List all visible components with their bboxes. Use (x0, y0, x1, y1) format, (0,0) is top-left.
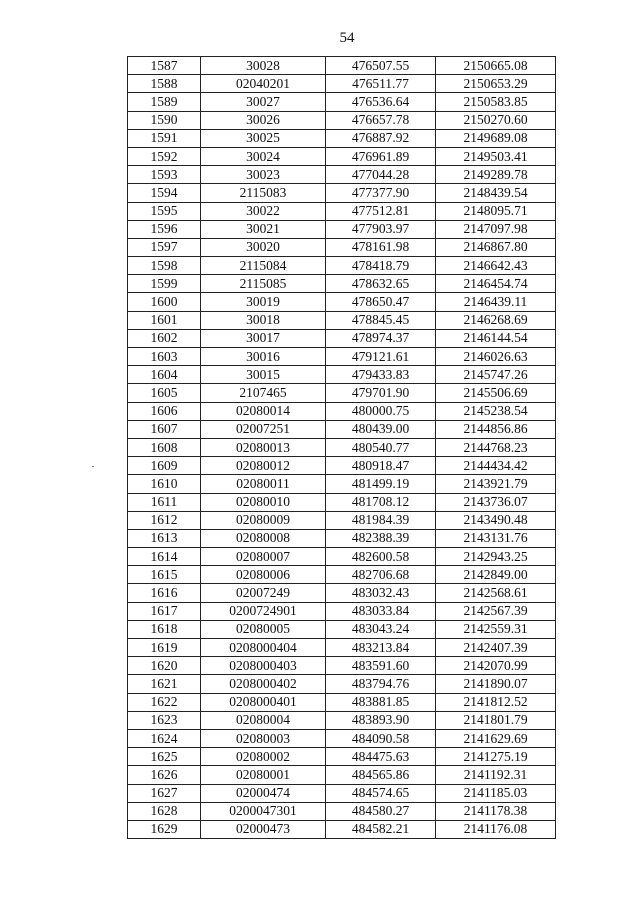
point-number-cell: 1625 (128, 748, 201, 766)
point-number-cell: 1621 (128, 675, 201, 693)
point-number-cell: 1591 (128, 129, 201, 147)
y-coordinate-cell: 2141801.79 (436, 711, 556, 729)
table-row (128, 129, 556, 147)
table-row (128, 675, 556, 693)
y-coordinate-cell: 2143490.48 (436, 511, 556, 529)
x-coordinate-cell: 480540.77 (326, 438, 436, 456)
point-number-cell: 1616 (128, 584, 201, 602)
table-row (128, 566, 556, 584)
y-coordinate-cell: 2146439.11 (436, 293, 556, 311)
y-coordinate-cell: 2144856.86 (436, 420, 556, 438)
coordinates-table (127, 56, 556, 839)
coordinates-table-body (128, 57, 556, 839)
point-number-cell: 1600 (128, 293, 201, 311)
point-number-cell: 1589 (128, 93, 201, 111)
x-coordinate-cell: 478650.47 (326, 293, 436, 311)
point-number-cell: 1610 (128, 475, 201, 493)
x-coordinate-cell: 480000.75 (326, 402, 436, 420)
table-row (128, 602, 556, 620)
table-row (128, 748, 556, 766)
x-coordinate-cell: 477044.28 (326, 166, 436, 184)
table-row (128, 620, 556, 638)
margin-mark (92, 466, 94, 467)
y-coordinate-cell: 2149289.78 (436, 166, 556, 184)
point-number-cell: 1622 (128, 693, 201, 711)
x-coordinate-cell: 479701.90 (326, 384, 436, 402)
x-coordinate-cell: 476507.55 (326, 57, 436, 75)
point-code-cell: 02080012 (201, 457, 326, 475)
y-coordinate-cell: 2141275.19 (436, 748, 556, 766)
table-row (128, 639, 556, 657)
x-coordinate-cell: 484565.86 (326, 766, 436, 784)
point-number-cell: 1587 (128, 57, 201, 75)
point-number-cell: 1607 (128, 420, 201, 438)
y-coordinate-cell: 2143131.76 (436, 529, 556, 547)
point-code-cell: 30023 (201, 166, 326, 184)
x-coordinate-cell: 484580.27 (326, 802, 436, 820)
x-coordinate-cell: 478632.65 (326, 275, 436, 293)
table-row (128, 57, 556, 75)
x-coordinate-cell: 481984.39 (326, 511, 436, 529)
point-number-cell: 1619 (128, 639, 201, 657)
table-row (128, 111, 556, 129)
point-code-cell: 02040201 (201, 75, 326, 93)
point-code-cell: 0208000401 (201, 693, 326, 711)
y-coordinate-cell: 2142943.25 (436, 548, 556, 566)
point-number-cell: 1624 (128, 729, 201, 747)
y-coordinate-cell: 2145238.54 (436, 402, 556, 420)
point-code-cell: 30015 (201, 366, 326, 384)
table-row (128, 293, 556, 311)
x-coordinate-cell: 477377.90 (326, 184, 436, 202)
y-coordinate-cell: 2141192.31 (436, 766, 556, 784)
y-coordinate-cell: 2141812.52 (436, 693, 556, 711)
table-row (128, 657, 556, 675)
page-number: 54 (339, 30, 355, 46)
table-row (128, 257, 556, 275)
x-coordinate-cell: 480439.00 (326, 420, 436, 438)
point-number-cell: 1612 (128, 511, 201, 529)
point-code-cell: 30020 (201, 238, 326, 256)
point-code-cell: 30027 (201, 93, 326, 111)
point-number-cell: 1593 (128, 166, 201, 184)
y-coordinate-cell: 2145747.26 (436, 366, 556, 384)
table-row (128, 93, 556, 111)
y-coordinate-cell: 2146642.43 (436, 257, 556, 275)
x-coordinate-cell: 478845.45 (326, 311, 436, 329)
point-number-cell: 1602 (128, 329, 201, 347)
point-code-cell: 0208000404 (201, 639, 326, 657)
table-row (128, 75, 556, 93)
point-code-cell: 30018 (201, 311, 326, 329)
point-number-cell: 1614 (128, 548, 201, 566)
x-coordinate-cell: 476657.78 (326, 111, 436, 129)
y-coordinate-cell: 2141178.38 (436, 802, 556, 820)
table-row (128, 184, 556, 202)
y-coordinate-cell: 2144434.42 (436, 457, 556, 475)
table-row (128, 220, 556, 238)
point-number-cell: 1611 (128, 493, 201, 511)
y-coordinate-cell: 2144768.23 (436, 438, 556, 456)
table-row (128, 693, 556, 711)
table-row (128, 766, 556, 784)
y-coordinate-cell: 2143921.79 (436, 475, 556, 493)
y-coordinate-cell: 2142849.00 (436, 566, 556, 584)
y-coordinate-cell: 2146867.80 (436, 238, 556, 256)
point-number-cell: 1629 (128, 820, 201, 838)
point-number-cell: 1590 (128, 111, 201, 129)
table-row (128, 802, 556, 820)
point-code-cell: 0208000403 (201, 657, 326, 675)
point-number-cell: 1608 (128, 438, 201, 456)
point-code-cell: 02080003 (201, 729, 326, 747)
y-coordinate-cell: 2141890.07 (436, 675, 556, 693)
y-coordinate-cell: 2146144.54 (436, 329, 556, 347)
x-coordinate-cell: 482600.58 (326, 548, 436, 566)
table-row (128, 529, 556, 547)
point-number-cell: 1588 (128, 75, 201, 93)
point-code-cell: 02080011 (201, 475, 326, 493)
point-code-cell: 02007249 (201, 584, 326, 602)
table-row (128, 311, 556, 329)
point-number-cell: 1605 (128, 384, 201, 402)
point-number-cell: 1594 (128, 184, 201, 202)
x-coordinate-cell: 484582.21 (326, 820, 436, 838)
x-coordinate-cell: 483213.84 (326, 639, 436, 657)
table-row (128, 202, 556, 220)
point-number-cell: 1618 (128, 620, 201, 638)
table-row (128, 166, 556, 184)
y-coordinate-cell: 2146026.63 (436, 348, 556, 366)
point-code-cell: 02080009 (201, 511, 326, 529)
point-number-cell: 1617 (128, 602, 201, 620)
point-code-cell: 0200724901 (201, 602, 326, 620)
y-coordinate-cell: 2142559.31 (436, 620, 556, 638)
point-code-cell: 30017 (201, 329, 326, 347)
point-number-cell: 1601 (128, 311, 201, 329)
table-row (128, 475, 556, 493)
x-coordinate-cell: 476536.64 (326, 93, 436, 111)
y-coordinate-cell: 2141629.69 (436, 729, 556, 747)
point-code-cell: 2115084 (201, 257, 326, 275)
table-row (128, 457, 556, 475)
y-coordinate-cell: 2146268.69 (436, 311, 556, 329)
table-row (128, 584, 556, 602)
y-coordinate-cell: 2147097.98 (436, 220, 556, 238)
point-code-cell: 30016 (201, 348, 326, 366)
y-coordinate-cell: 2141176.08 (436, 820, 556, 838)
y-coordinate-cell: 2145506.69 (436, 384, 556, 402)
point-code-cell: 02080004 (201, 711, 326, 729)
point-code-cell: 02080005 (201, 620, 326, 638)
y-coordinate-cell: 2141185.03 (436, 784, 556, 802)
point-code-cell: 02080002 (201, 748, 326, 766)
y-coordinate-cell: 2150270.60 (436, 111, 556, 129)
table-row (128, 711, 556, 729)
y-coordinate-cell: 2149689.08 (436, 129, 556, 147)
y-coordinate-cell: 2148095.71 (436, 202, 556, 220)
point-code-cell: 30021 (201, 220, 326, 238)
table-row (128, 402, 556, 420)
point-code-cell: 02007251 (201, 420, 326, 438)
point-code-cell: 2115083 (201, 184, 326, 202)
table-row (128, 493, 556, 511)
x-coordinate-cell: 479433.83 (326, 366, 436, 384)
x-coordinate-cell: 483881.85 (326, 693, 436, 711)
y-coordinate-cell: 2150583.85 (436, 93, 556, 111)
y-coordinate-cell: 2146454.74 (436, 275, 556, 293)
table-row (128, 384, 556, 402)
x-coordinate-cell: 483033.84 (326, 602, 436, 620)
y-coordinate-cell: 2142070.99 (436, 657, 556, 675)
x-coordinate-cell: 483893.90 (326, 711, 436, 729)
table-row (128, 729, 556, 747)
point-number-cell: 1613 (128, 529, 201, 547)
point-code-cell: 02000473 (201, 820, 326, 838)
y-coordinate-cell: 2150653.29 (436, 75, 556, 93)
table-row (128, 548, 556, 566)
y-coordinate-cell: 2142567.39 (436, 602, 556, 620)
point-number-cell: 1598 (128, 257, 201, 275)
x-coordinate-cell: 476511.77 (326, 75, 436, 93)
x-coordinate-cell: 477512.81 (326, 202, 436, 220)
point-code-cell: 30028 (201, 57, 326, 75)
table-row (128, 147, 556, 165)
y-coordinate-cell: 2149503.41 (436, 147, 556, 165)
x-coordinate-cell: 478161.98 (326, 238, 436, 256)
x-coordinate-cell: 482388.39 (326, 529, 436, 547)
point-number-cell: 1595 (128, 202, 201, 220)
point-code-cell: 30019 (201, 293, 326, 311)
x-coordinate-cell: 483032.43 (326, 584, 436, 602)
point-code-cell: 02080007 (201, 548, 326, 566)
x-coordinate-cell: 476961.89 (326, 147, 436, 165)
point-number-cell: 1596 (128, 220, 201, 238)
y-coordinate-cell: 2150665.08 (436, 57, 556, 75)
point-number-cell: 1615 (128, 566, 201, 584)
x-coordinate-cell: 479121.61 (326, 348, 436, 366)
x-coordinate-cell: 478974.37 (326, 329, 436, 347)
point-code-cell: 02080001 (201, 766, 326, 784)
point-code-cell: 02080010 (201, 493, 326, 511)
point-number-cell: 1620 (128, 657, 201, 675)
point-number-cell: 1606 (128, 402, 201, 420)
table-row (128, 820, 556, 838)
point-code-cell: 30022 (201, 202, 326, 220)
point-code-cell: 02080014 (201, 402, 326, 420)
x-coordinate-cell: 483591.60 (326, 657, 436, 675)
x-coordinate-cell: 484475.63 (326, 748, 436, 766)
x-coordinate-cell: 481499.19 (326, 475, 436, 493)
point-number-cell: 1604 (128, 366, 201, 384)
y-coordinate-cell: 2142407.39 (436, 639, 556, 657)
point-code-cell: 0208000402 (201, 675, 326, 693)
point-code-cell: 02000474 (201, 784, 326, 802)
point-code-cell: 02080008 (201, 529, 326, 547)
x-coordinate-cell: 476887.92 (326, 129, 436, 147)
point-number-cell: 1626 (128, 766, 201, 784)
x-coordinate-cell: 483794.76 (326, 675, 436, 693)
point-code-cell: 2107465 (201, 384, 326, 402)
x-coordinate-cell: 477903.97 (326, 220, 436, 238)
point-code-cell: 02080013 (201, 438, 326, 456)
x-coordinate-cell: 484574.65 (326, 784, 436, 802)
point-number-cell: 1627 (128, 784, 201, 802)
y-coordinate-cell: 2142568.61 (436, 584, 556, 602)
point-number-cell: 1628 (128, 802, 201, 820)
x-coordinate-cell: 480918.47 (326, 457, 436, 475)
point-code-cell: 30025 (201, 129, 326, 147)
table-row (128, 511, 556, 529)
point-number-cell: 1592 (128, 147, 201, 165)
x-coordinate-cell: 478418.79 (326, 257, 436, 275)
y-coordinate-cell: 2148439.54 (436, 184, 556, 202)
x-coordinate-cell: 481708.12 (326, 493, 436, 511)
x-coordinate-cell: 483043.24 (326, 620, 436, 638)
table-row (128, 329, 556, 347)
point-number-cell: 1597 (128, 238, 201, 256)
x-coordinate-cell: 482706.68 (326, 566, 436, 584)
point-number-cell: 1623 (128, 711, 201, 729)
point-code-cell: 0200047301 (201, 802, 326, 820)
table-row (128, 366, 556, 384)
point-code-cell: 02080006 (201, 566, 326, 584)
point-code-cell: 30024 (201, 147, 326, 165)
table-row (128, 238, 556, 256)
point-code-cell: 30026 (201, 111, 326, 129)
point-number-cell: 1599 (128, 275, 201, 293)
table-row (128, 438, 556, 456)
x-coordinate-cell: 484090.58 (326, 729, 436, 747)
table-row (128, 784, 556, 802)
table-row (128, 275, 556, 293)
point-number-cell: 1609 (128, 457, 201, 475)
table-row (128, 420, 556, 438)
y-coordinate-cell: 2143736.07 (436, 493, 556, 511)
point-code-cell: 2115085 (201, 275, 326, 293)
point-number-cell: 1603 (128, 348, 201, 366)
table-row (128, 348, 556, 366)
